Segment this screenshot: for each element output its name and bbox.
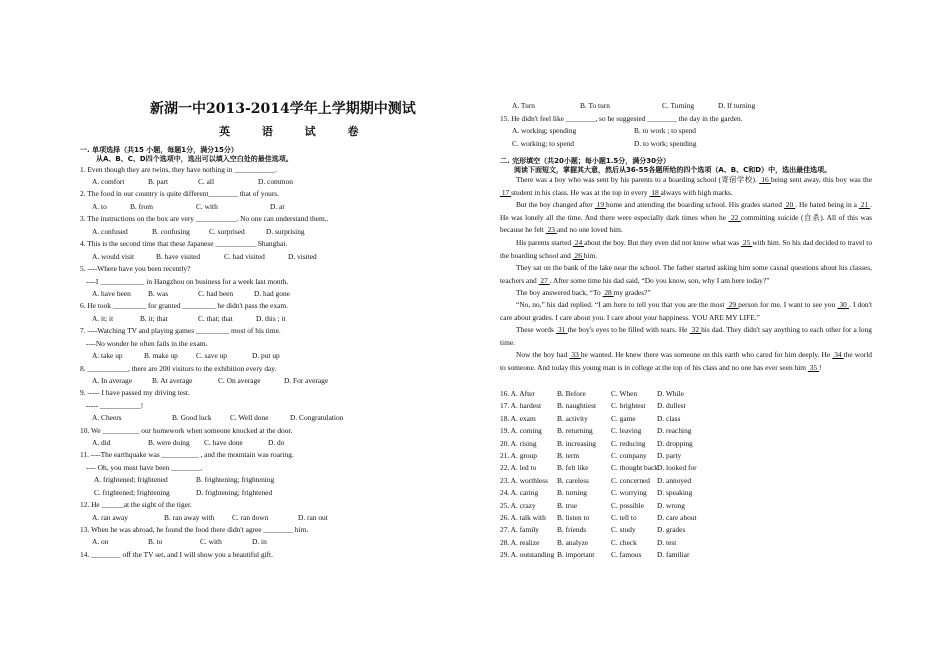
blank-number: 33 [569,350,581,359]
q10-options [92,438,284,447]
blank-number: 20 [783,200,796,209]
q14-stem: 14. ________ off the TV set, and I will show you a beautiful gift. [80,550,273,559]
option: B. make up [144,351,178,360]
option: C. On average [218,376,261,385]
option: A. ran away [92,513,128,522]
cloze-option-row [500,439,693,448]
option: B. were doing [148,438,190,447]
passage-text: committing suicide (自杀). All of this was because he felt [500,212,873,234]
blank-number: 18 [649,187,661,197]
q8-stem: 8. ___________, there are 200 visitors to the exhibition every day. [80,364,277,373]
option: C. had visited [224,252,265,261]
option: C. working; to spend [512,139,574,148]
option: D. frightening; frightened [196,488,273,497]
cloze-option-row [500,401,686,410]
option: A. would visit [92,252,135,261]
option: C. all [198,177,215,186]
option: C. study [611,525,636,535]
option: C. famous [611,550,642,560]
q11-options-row2 [94,488,272,497]
option: C. that; that [198,314,233,323]
blank-number: 22 [728,212,741,222]
option: C. leaving [611,426,642,436]
cloze-option-row [500,426,691,435]
q6-options [92,314,286,323]
passage-text: student in his class. He was at the top in every [511,187,650,197]
option: 26. A. talk with [500,513,546,522]
option: D. Congratulation [290,413,344,422]
option: D. put up [252,351,280,360]
blank-number: 35 [807,362,819,372]
q15-options-row2 [512,139,696,148]
option: C. thought back [611,463,659,473]
option: B. careless [557,475,590,485]
option: C. concerned [611,475,650,485]
option: B. it; that [140,314,168,323]
option: C. Well done [230,413,269,422]
passage-paragraph-3 [500,237,872,262]
cloze-option-row [500,538,676,547]
passage-text: But the boy changed after [516,200,595,209]
q4-stem: 4. This is the second time that these Japanese ___________ Shanghai. [80,239,288,248]
q9-stem: 9. ----- I have passed my driving test. [80,388,190,397]
q3-options [92,227,305,236]
option: C. surprised [209,227,245,236]
passage-text: always with high marks. [660,187,733,197]
option: 22. A. led to [500,463,537,473]
option: A. to [92,202,107,211]
option: D. annoyed [657,475,692,485]
blank-number: 26 [572,250,584,260]
option: B. analyze [557,537,589,547]
option: B. ran away with [164,513,215,522]
option: D. at [270,202,285,211]
cloze-option-row [500,451,681,460]
passage-text: “No, no,” his dad replied. “I am here to tell you that you are the most [516,300,727,309]
option: 17. A. hardest [500,401,542,411]
option: 24. A. caring [500,488,539,498]
option: 28. A. realize [500,537,540,547]
option: A. In average [92,376,133,385]
option: A. Cheers [92,413,122,422]
passage-text: him. [583,250,598,260]
blank-number: 25 [741,238,753,247]
exam-title: 新湖一中2013-2014学年上学期期中测试 [150,101,416,117]
option: B. term [557,451,580,460]
passage-text: being sent away, this boy was the [770,175,872,184]
q12-stem: 12. He ______at the sight of the tiger. [80,500,192,509]
passage-paragraph-7 [500,324,872,349]
passage-text: ! [818,362,822,372]
q11-stem: 11. ----The earthquake was __________ , and the mountain was roaring. [80,450,294,459]
option: 16. A. After [500,389,535,398]
q5-options [92,289,290,298]
option: B. increasing [557,438,596,448]
option: C. save up [196,351,227,360]
cloze-option-row [500,550,689,559]
option: C. had been [198,289,234,298]
passage-paragraph-1 [500,174,872,199]
option: D. do [268,438,285,447]
part1-instruction: 从A、B、C、D四个选项中，选出可以填入空白处的最佳选项。 [96,155,293,163]
q2-options [92,202,284,211]
option: D. class [657,413,681,423]
option: B. Good luck [172,413,212,422]
q13-options [92,537,267,546]
cloze-option-row [500,389,684,398]
q8-options [92,376,328,385]
option: 18. A. exam [500,413,536,423]
blank-number: 21 [858,200,871,209]
passage-text: the boy's eyes to be filled with tears. He [567,325,690,334]
q1-options [92,177,293,186]
passage-text: The boy answered back, “To [516,288,603,297]
option: A. have been [92,289,131,298]
option: B. confusing [152,227,190,236]
blank-number: 23 [545,225,557,234]
q15-options-row1 [512,126,696,135]
q12-options [92,513,328,522]
passage-text: There was a boy who was sent by his parents to a boarding school (寄宿学校). [516,175,760,184]
option: 25. A. crazy [500,500,536,510]
option: A. did [92,438,111,447]
option: D. ran out [298,513,328,522]
passage-paragraph-2 [500,199,872,237]
option: C. ran down [232,513,269,522]
option: C. frightened; frightening [94,488,170,497]
option: C. game [611,413,636,423]
passage-text: . After some time his dad said, “Do you know, son, why I am here today?” [549,275,770,285]
option: B. felt like [557,463,589,473]
passage-text: His parents started [516,238,573,247]
passage-text: about the boy. But they even did not know what was [584,238,742,247]
cloze-option-row [500,488,692,497]
option: C. have done [204,438,243,447]
option: D. reaching [657,426,692,436]
option: 23. A. worthless [500,475,549,485]
option: 21. A. group [500,451,537,460]
option: A. on [92,537,109,546]
part2-instruction: 阅读下面短文，掌握其大意，然后从36-55各题所给的四个选项（A、B、C和D）中，选出最佳选项。 [514,166,832,174]
option: A. working; spending [512,126,577,135]
option: 27. A. family [500,525,540,535]
option: B. listen to [557,513,590,522]
cloze-option-row [500,525,685,534]
option: D. had gone [254,289,290,298]
option: D. dropping [657,438,693,448]
option: D. care about [657,513,697,522]
passage-paragraph-6 [500,299,872,324]
passage-paragraph-8 [500,349,872,374]
option: D. dullest [657,401,686,411]
q6-stem: 6. He took _________ for granted _________ he didn't pass the exam. [80,301,289,310]
option: B. to work ; to spend [634,126,696,135]
passage-paragraph-5 [500,287,872,300]
option: B. have visited [156,252,201,261]
option: D. party [657,451,682,460]
blank-number: 24 [572,238,585,247]
option: B. true [557,500,578,510]
option: C. brightest [611,401,646,411]
option: A. comfort [92,177,125,186]
q5-stem: 5. ----Where have you been recently? [80,264,191,273]
q4-options [92,252,317,261]
blank-number: 34 [832,350,844,359]
passage-text: with him. So his dad decided to travel to the boarding school and [500,238,873,260]
q11-reply: ---- Oh, you must have been ________. [86,463,203,472]
passage-text: Now the boy had [516,350,570,359]
blank-number: 17 [500,187,512,197]
blank-number: 32 [689,325,702,334]
passage-text: . He hated being in a [795,200,859,209]
q3-stem: 3. The instructions on the box are very ___________. No one can understand them.. [80,214,329,223]
option: D. surprising [266,227,305,236]
passage-text: . He was lonely all the time. And there were especially dark times when he [500,200,872,222]
option: B. frightening; frightening [196,475,275,484]
option: B. turning [557,488,587,498]
part1-heading: 一. 单项选择（共15 小题，每题1分，满分15分） [80,146,238,154]
option: D. If turning [718,101,756,110]
option: C. worrying [611,488,647,498]
option: D. For average [284,376,329,385]
option: 20. A. rising [500,438,537,448]
cloze-option-row [500,501,685,510]
passage-text: his dad. They didn't say anything to each other for a long time. [500,325,872,347]
option: D. this ; it [256,314,286,323]
option: B. To turn [580,101,610,110]
q2-stem: 2. The food in our country is quite different________ that of yours. [80,189,280,198]
option: D. visited [288,252,317,261]
passage-text: . I don't care about grades. I care about you. I care about your happiness. YOU ARE MY LIFE.” [500,300,873,322]
option: D. to work; spending [634,139,697,148]
option: C. When [611,389,638,398]
blank-number: 29 [726,300,739,309]
q11-options-row1 [94,475,274,484]
option: C. tell to [611,513,637,522]
passage-text: my grades?” [613,288,651,297]
q7-stem: 7. ----Watching TV and playing games _________ most of his time. [80,326,281,335]
q10-stem: 10. We __________ our homework when someone knocked at the door. [80,426,293,435]
option: B. naughtiest [557,401,597,411]
option: C. Turning [662,101,695,110]
part2-heading: 二. 完形填空（共20小题；每小题1.5分，满分30分） [500,157,670,165]
blank-number: 19 [594,200,607,209]
blank-number: 28 [602,288,614,297]
passage-text: person for me. I want to see you [738,300,838,309]
q7-reply: ----No wonder he often fails in the exam. [86,339,208,348]
q9-options [92,413,343,422]
option: B. was [148,289,169,298]
option: D. common [258,177,293,186]
option: D. looked for [657,463,697,473]
blank-number: 31 [555,325,568,334]
option: D. speaking [657,488,693,498]
cloze-option-row [500,513,697,522]
option: C. company [611,451,647,460]
passage-paragraph-4 [500,262,872,287]
cloze-option-row [500,414,680,423]
option: C. reducing [611,438,646,448]
blank-number: 30 [837,300,849,309]
option: B. activity [557,413,588,423]
option: C. possible [611,500,644,510]
q14-options [512,101,755,110]
passage-text: They sat on the bank of the lake near the school. The father started asking him some casual questions about his classes, teachers and [500,263,872,285]
option: 19. A. coming [500,426,542,436]
q7-options [92,351,280,360]
option: D. While [657,389,684,398]
passage-text: the world to someone. And today this young man is in college at the top of his class and no one has ever seen him [500,350,872,372]
option: A. take up [92,351,123,360]
option: A. confused [92,227,128,236]
q15-stem: 15. He didn't feel like ________, so he suggested ________ the day in the garden. [500,114,743,123]
option: B. part [148,177,169,186]
option: 29. A. outstanding [500,550,555,560]
option: B. important [557,550,595,560]
passage-text: he wanted. He knew there was someone on this earth who cared for him deeply. He [580,350,833,359]
passage-text: and no one loved him. [556,225,623,234]
option: A. Turn [512,101,536,110]
option: D. in [252,537,267,546]
passage-text: home and attending the boarding school. His grades started [606,200,784,209]
option: C. with [196,202,218,211]
q5-reply: ----I ____________ in Hangzhou on business for a week last month. [86,277,289,286]
option: B. returning [557,426,593,436]
exam-subject: 英 语 试 卷 [219,125,373,138]
option: B. At average [152,376,193,385]
q1-stem: 1. Even though they are twins, they have nothing in ___________. [80,165,277,174]
blank-number: 16 [759,175,771,184]
blank-number: 27 [538,275,550,285]
option: C. with [200,537,222,546]
option: D. wrong [657,500,685,510]
option: D. grades [657,525,686,535]
option: A. frightened; frightened [94,475,168,484]
option: D. test [657,537,677,547]
cloze-option-row [500,463,697,472]
passage-text: These words [516,325,556,334]
option: B. from [130,202,153,211]
option: B. to [148,537,163,546]
option: B. Before [557,389,586,398]
cloze-option-row [500,476,691,485]
q13-stem: 13. When he was abroad, he found the food there didn't agree ________ him. [80,525,309,534]
option: A. it; it [92,314,114,323]
q9-reply: ----- ___________! [86,401,144,410]
option: C. check [611,537,637,547]
option: D. familiar [657,550,690,560]
option: B. friends [557,525,587,535]
